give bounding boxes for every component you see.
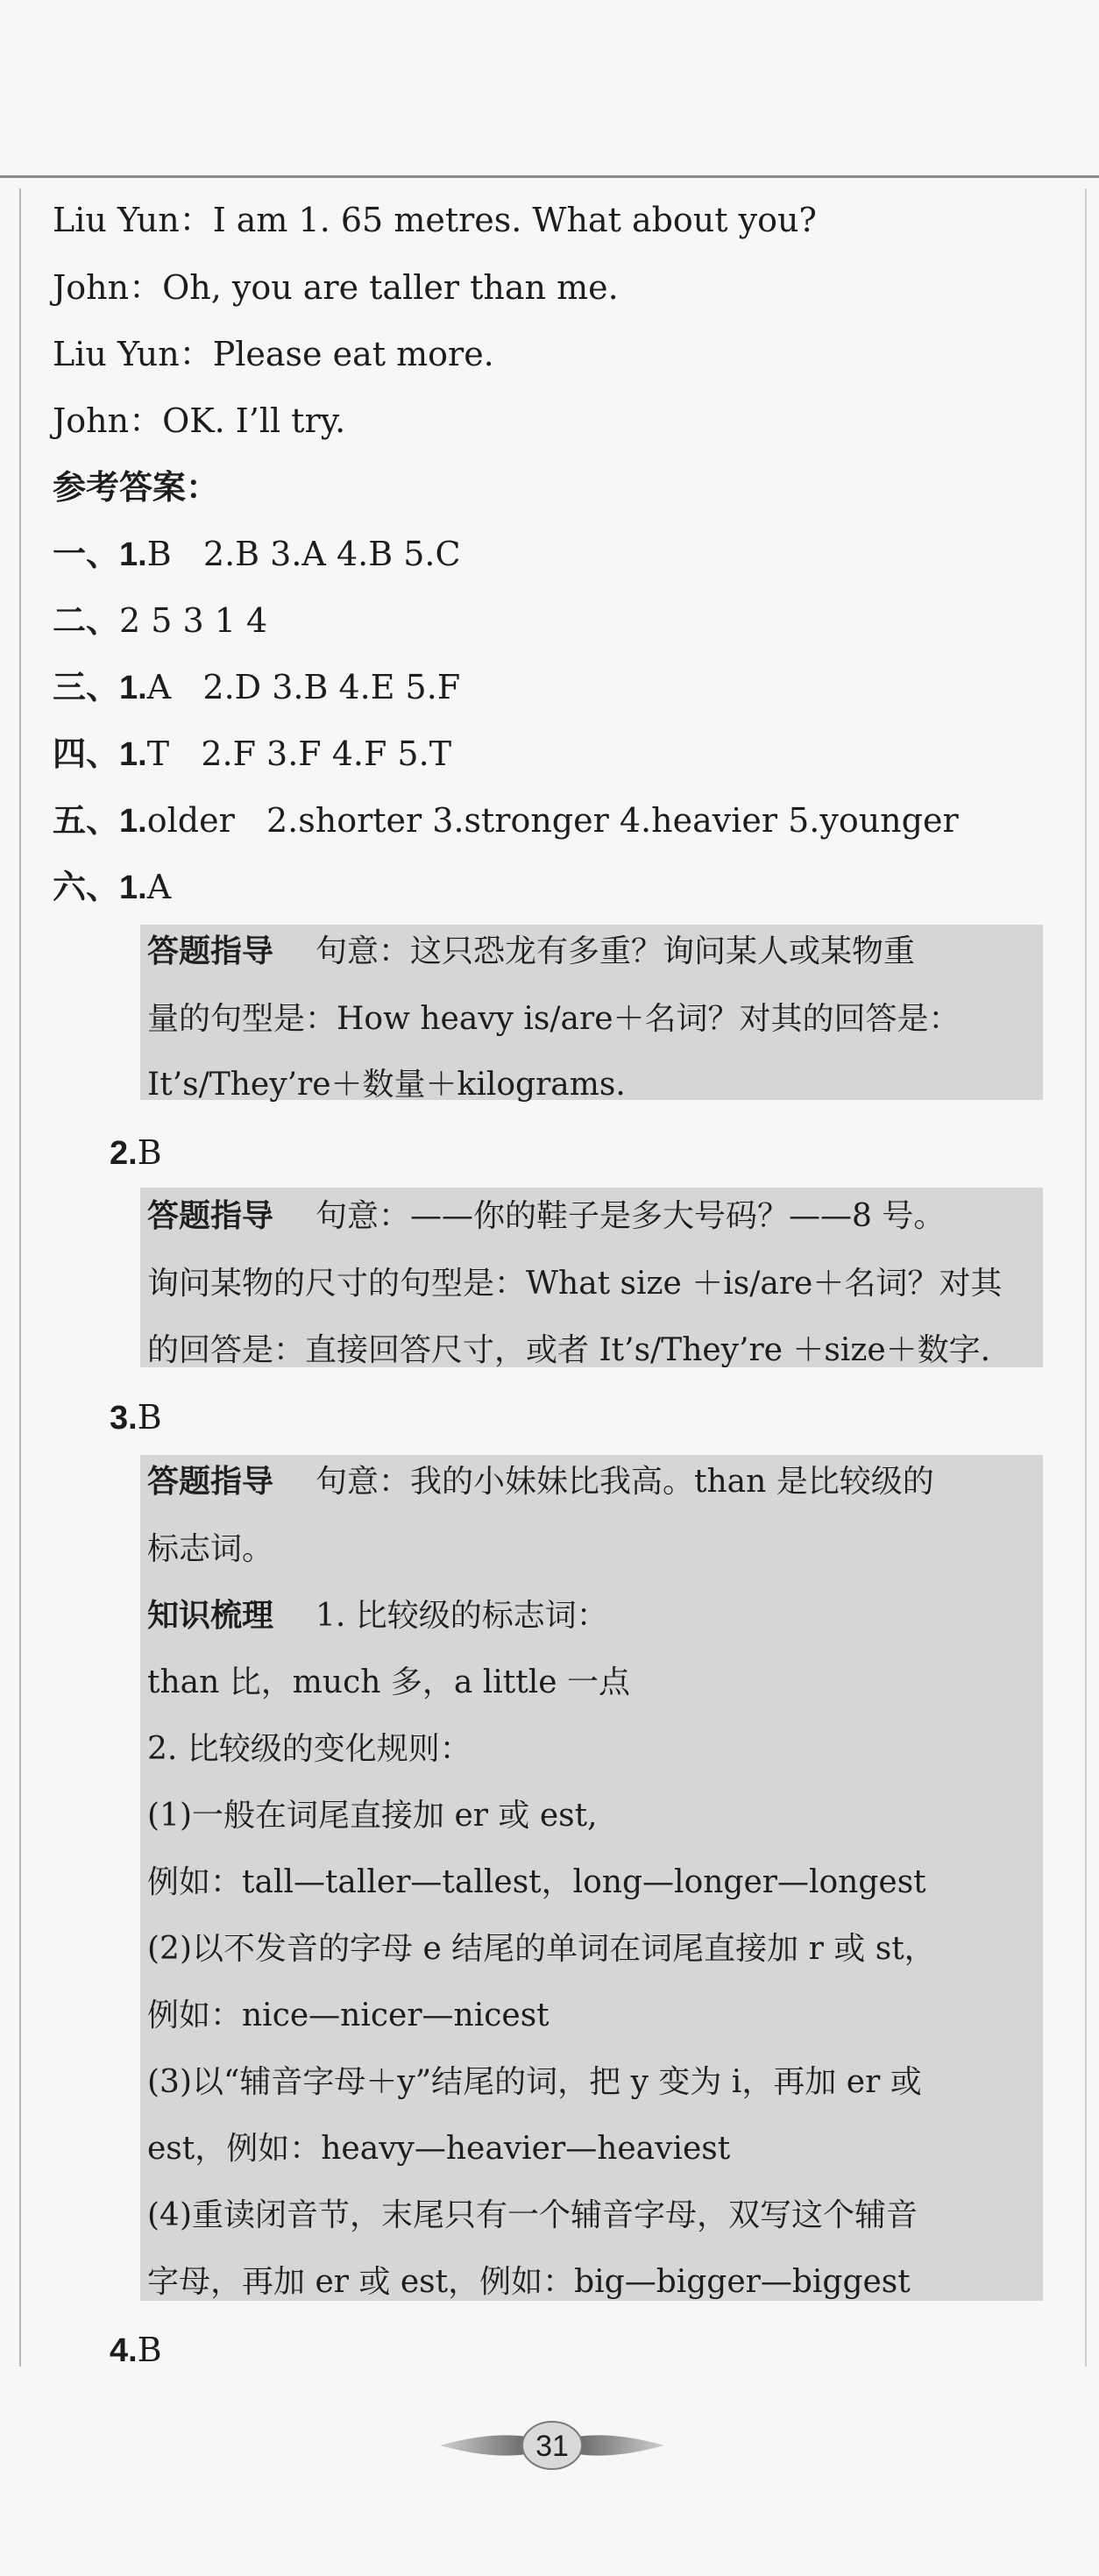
guide-tag: 答题指导 (147, 1198, 274, 1234)
answer-row: 3.B (110, 1398, 162, 1437)
answer-row: 4.B (110, 2331, 162, 2369)
knowledge-text: 2. 比较级的变化规则： (147, 1731, 472, 1767)
guide-text: 量的句型是：How heavy is/are＋名词？对其的回答是： (147, 1001, 961, 1037)
knowledge-text: (4)重读闭音节，末尾只有一个辅音字母，双写这个辅音 (147, 2197, 918, 2233)
answer-row: 三、1.A 2.D 3.B 4.E 5.F (53, 668, 461, 706)
knowledge-text: 字母，再加 er 或 est，例如：big—bigger—biggest (147, 2264, 911, 2300)
guide-text: 答题指导 句意：——你的鞋子是多大号码？——8 号。 (147, 1198, 946, 1234)
page-ornament-icon (438, 2419, 666, 2472)
guide-text: 答题指导 句意：这只恐龙有多重？询问某人或某物重 (147, 933, 916, 969)
page-number-badge (438, 2419, 666, 2472)
answer-row: 一、1.B 2.B 3.A 4.B 5.C (53, 535, 461, 573)
page-number: 31 (535, 2430, 569, 2463)
dialogue-line: John：Oh, you are taller than me. (53, 268, 619, 307)
guide-tag: 答题指导 (147, 933, 274, 969)
answer-row: 六、1.A (53, 868, 172, 906)
knowledge-text: than 比，much 多，a little 一点 (147, 1664, 630, 1700)
answer-row: 二、2 5 3 1 4 (53, 601, 268, 640)
guide-text: 答题指导 句意：我的小妹妹比我高。than 是比较级的 (147, 1464, 934, 1500)
guide-text: It’s/They’re＋数量＋kilograms. (147, 1067, 626, 1103)
knowledge-text: (2)以不发音的字母 e 结尾的单词在词尾直接加 r 或 st， (147, 1931, 936, 1967)
dialogue-line: John：OK. I’ll try. (53, 401, 346, 440)
guide-text: 标志词。 (147, 1531, 274, 1567)
knowledge-text: 例如：tall—taller—tallest，long—longer—longest (147, 1864, 926, 1900)
guide-text: 询问某物的尺寸的句型是：What size ＋is/are＋名词？对其 (147, 1266, 1003, 1302)
knowledge-text: est，例如：heavy—heavier—heaviest (147, 2131, 731, 2167)
answers-heading: 参考答案： (53, 468, 220, 507)
left-margin-rule (19, 188, 21, 2367)
top-divider (0, 175, 1099, 178)
dialogue-line: Liu Yun：Please eat more. (53, 335, 494, 373)
answer-row: 2.B (110, 1133, 162, 1172)
knowledge-text: 例如：nice—nicer—nicest (147, 1998, 550, 2033)
dialogue-line: Liu Yun：I am 1. 65 metres. What about you? (53, 201, 817, 239)
right-margin-rule (1085, 188, 1087, 2367)
knowledge-text: (1)一般在词尾直接加 er 或 est, (147, 1798, 598, 1834)
answer-row: 四、1.T 2.F 3.F 4.F 5.T (53, 734, 452, 773)
guide-tag: 答题指导 (147, 1464, 274, 1500)
knowledge-text: 知识梳理 1. 比较级的标志词： (147, 1598, 608, 1634)
knowledge-text: (3)以“辅音字母＋y”结尾的词，把 y 变为 i，再加 er 或 (147, 2064, 922, 2100)
knowledge-tag: 知识梳理 (147, 1598, 274, 1634)
answer-row: 五、1.older 2.shorter 3.stronger 4.heavier 5.younger (53, 801, 959, 840)
guide-text: 的回答是：直接回答尺寸，或者 It’s/They’re ＋size＋数字. (147, 1332, 991, 1368)
